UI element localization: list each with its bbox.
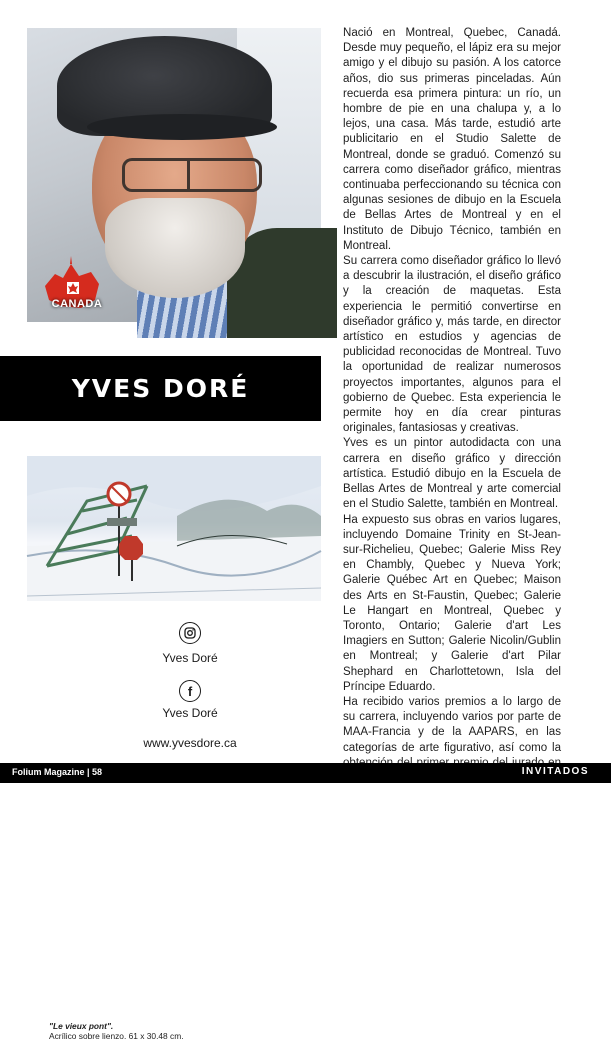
artist-name-banner [0, 356, 321, 421]
artwork-title: "Le vieux pont". [49, 1022, 219, 1032]
artwork-details: Acrílico sobre lienzo. 61 x 30.48 cm. [49, 1032, 219, 1041]
artist-portrait-photo [27, 28, 321, 322]
artist-name: YVES DORÉ [72, 374, 250, 403]
bio-paragraph: Ha expuesto sus obras en varios lugares, incluyendo Domaine Trinity en St-Jean-sur-Richelieu, Quebec; Galerie Miss Rey en Chambly, Quebec y Nueva York; Galerie Québec Art en Quebec; Maison des Arts en St-Faustin, Quebec; Galerie Le Hangart en Montreal, Quebec y Toronto, Ontario; Galerie d'art Les Imagiers en Sutton; Galerie Nicolin/Gublin en Montreal; y Galerie d'art Pilar Shephard en Charlottetown, Isla del Príncipe Eduardo. [343, 513, 561, 695]
artwork-painting [27, 456, 321, 601]
magazine-page-number: Folium Magazine | 58 [12, 767, 102, 777]
facebook-label[interactable]: Yves Doré [130, 706, 250, 720]
facebook-icon[interactable]: f [179, 680, 201, 702]
bio-paragraph: Ha recibido varios premios a lo largo de su carrera, incluyendo varios por parte de MAA-Francia y de la AAPARS, en las categorías de arte figurativo, así como la [343, 695, 561, 786]
website-link[interactable]: www.yvesdore.ca [115, 736, 265, 750]
artwork-image [27, 456, 321, 601]
bio-paragraph: Yves es un pintor autodidacta con una carrera en diseño gráfico y dirección artística. Estudió dibujo en la Escuela de Bellas Artes de Montreal y arte comercial en el Studio Salette, también en Montreal. [343, 436, 561, 512]
instagram-icon[interactable] [179, 622, 201, 644]
flag-label: CANADA [47, 298, 107, 310]
page-footer [0, 763, 611, 783]
artist-biography [343, 26, 561, 786]
bio-paragraph: Nació en Montreal, Quebec, Canadá. Desde muy pequeño, el lápiz era su mejor amigo y el dibujo su pasión. A los catorce años, dio sus primeras pinceladas. Aún recuerda esa primera pintura: un río, un hombre de pie en una chalupa y, a lo lejos, una casa. Más tarde, estudió arte publicitario en el Studio Salette de Montreal, donde se graduó. Comenzó su carrera como diseñador gráfico, mientras continuaba perfeccionando su técnica con algunas sesiones de dibujo en la Escuela de Bellas Artes de Montreal y en el Instituto de Dibujo Técnico, también en Montreal. [343, 26, 561, 254]
artwork-caption [49, 1022, 219, 1041]
section-label: INVITADOS [522, 766, 589, 777]
bio-paragraph: Su carrera como diseñador gráfico lo llevó a descubrir la ilustración, el diseño gráfico y la creación de maquetas. Esta experiencia le permitió convertirse en diseñador gráfico y, más tarde, en director artístico en estudios y agencias de publicidad reconocidas de Montreal. Tuvo la oportunidad de realizar numerosos proyectos importantes, algunos para el gobierno de Quebec. Esta experiencia le permite hoy en día crear pinturas originales, fantasiosas y creativas. [343, 254, 561, 436]
instagram-label[interactable]: Yves Doré [130, 651, 250, 665]
